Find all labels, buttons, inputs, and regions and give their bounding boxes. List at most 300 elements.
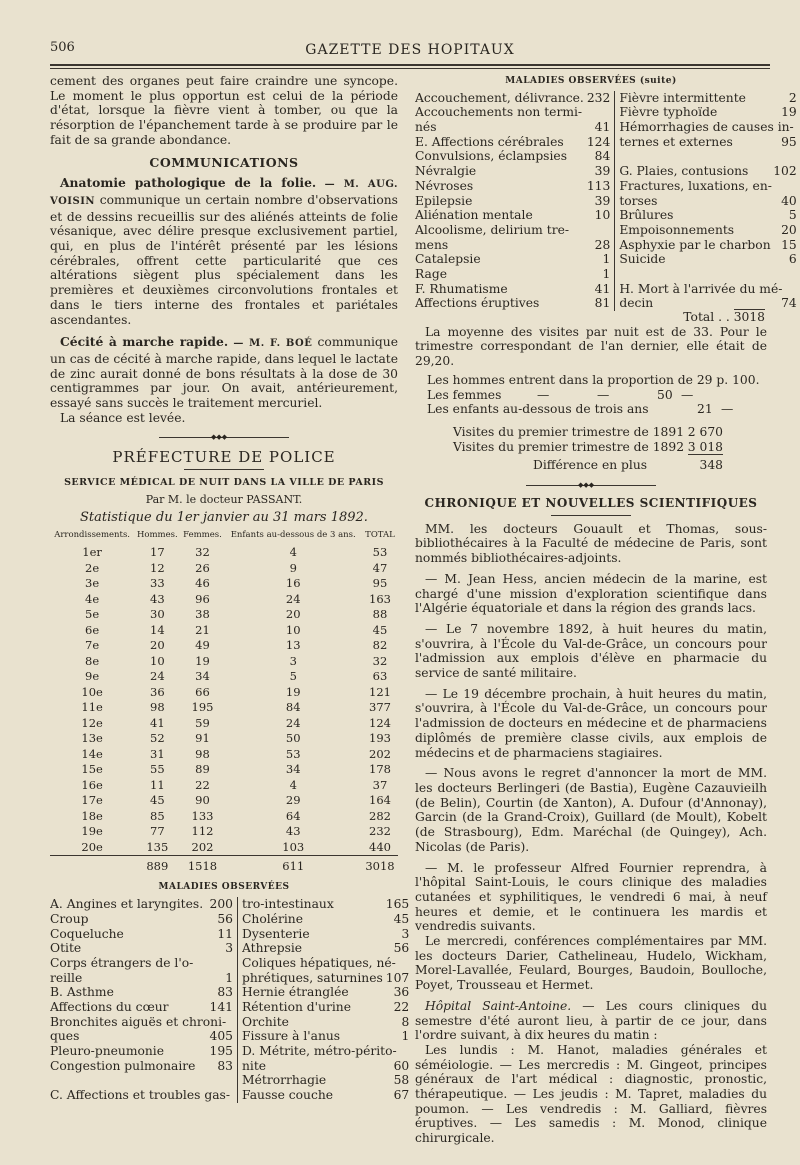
disease-count xyxy=(794,120,797,135)
table-cell: 14e xyxy=(81,746,103,761)
table-cell: 2e xyxy=(85,560,100,575)
table-row xyxy=(50,715,398,731)
table-cell: 112 xyxy=(191,824,214,839)
table-row xyxy=(50,576,398,592)
service-heading: SERVICE MÉDICAL DE NUIT DANS LA VILLE DE PARIS xyxy=(64,477,384,489)
table-cell: 32 xyxy=(372,653,388,668)
table-cell: 7e xyxy=(85,638,100,653)
disease-name: Névralgie xyxy=(415,164,477,179)
table-total-cell: 1518 xyxy=(180,855,224,874)
disease-count xyxy=(607,105,610,120)
disease-count xyxy=(406,956,409,971)
table-total-cell xyxy=(50,855,134,874)
paragraph: — Le 19 décembre prochain, à huit heures du matin, s'ouvrira, à l'École du Val-de-Grâce, un concours pour l'admission de docteurs en médecine et de pharmaciens diplômés de première classe civils, aux emplois de médecins et de pharmaciens stagiaires. xyxy=(415,686,767,760)
table-total-cell: 3018 xyxy=(362,855,398,874)
disease-count xyxy=(230,1015,233,1030)
disease-entry xyxy=(619,238,796,253)
proportion-children xyxy=(427,402,767,417)
disease-entry xyxy=(619,296,796,311)
disease-name: Convulsions, éclampsies xyxy=(415,149,568,164)
disease-count: 56 xyxy=(217,911,234,926)
proportions xyxy=(415,373,767,417)
table-cell: 55 xyxy=(150,762,165,777)
paragraph: — Le 7 novembre 1892, à huit heures du matin, s'ouvrira, à l'École du Val-de-Grâce, un concours pour l'admission aux emplois d'élève en pharmacie du service de santé militaire. xyxy=(415,621,767,681)
disease-entry xyxy=(50,971,233,986)
table-cell: 440 xyxy=(369,839,391,854)
paragraph xyxy=(50,176,398,327)
disease-entry xyxy=(242,1029,409,1044)
disease-name: Cholérine xyxy=(242,911,303,926)
statistics-title: Statistique du 1er janvier au 31 mars 1892. xyxy=(80,509,368,525)
maladies-list xyxy=(50,897,410,1103)
disease-entry xyxy=(619,282,796,297)
disease-name: Névroses xyxy=(415,178,474,193)
table-cell: 19 xyxy=(285,684,301,699)
label: Les enfants au-dessous de trois ans xyxy=(427,402,649,417)
table-cell: 36 xyxy=(150,684,165,699)
disease-name: Alcoolisme, delirium tre- xyxy=(415,222,570,237)
table-cell: 59 xyxy=(195,715,210,730)
disease-name: Fièvre intermittente xyxy=(619,90,746,105)
disease-entry xyxy=(50,1000,233,1015)
table-cell: 20 xyxy=(285,607,301,622)
table-cell: 85 xyxy=(150,808,165,823)
total-line: Total . . 3018 xyxy=(683,310,765,325)
disease-entry xyxy=(415,105,610,120)
disease-count: 40 xyxy=(781,193,797,208)
disease-name: Métrorrhagie xyxy=(242,1073,327,1088)
disease-entry xyxy=(619,208,796,223)
disease-entry xyxy=(415,267,610,282)
table-cell: 10 xyxy=(285,622,301,637)
short-rule xyxy=(551,515,631,516)
disease-name: Rage xyxy=(415,266,448,281)
table-cell: 50 xyxy=(285,731,301,746)
disease-name: Affections du cœur xyxy=(50,1000,169,1014)
disease-entry xyxy=(242,1073,409,1088)
value: 21 xyxy=(697,402,713,417)
disease-name: Accouchements non termi- xyxy=(415,105,583,120)
table-cell: 4e xyxy=(85,591,100,606)
disease-count: 1 xyxy=(602,252,611,267)
table-cell: 135 xyxy=(146,839,169,854)
disease-count: 8 xyxy=(401,1014,410,1029)
paragraph xyxy=(415,999,767,1043)
disease-count: 15 xyxy=(781,237,797,252)
disease-count: 3 xyxy=(401,926,410,941)
table-cell: 43 xyxy=(285,824,301,839)
disease-count: 20 xyxy=(781,222,797,237)
table-cell: 46 xyxy=(195,576,210,591)
visits-1891 xyxy=(453,425,723,440)
table-cell: 103 xyxy=(282,839,305,854)
disease-name: nés xyxy=(415,120,437,135)
table-cell: 24 xyxy=(150,669,165,684)
ditto: — xyxy=(597,387,610,402)
disease-entry xyxy=(619,135,796,150)
disease-name: Fièvre typhoïde xyxy=(619,105,718,120)
disease-name: Hémorrhagies de causes in- xyxy=(619,120,794,135)
maladies-suite-heading: MALADIES OBSERVÉES (suite) xyxy=(505,76,677,86)
disease-count: 81 xyxy=(594,296,611,311)
disease-entry xyxy=(50,985,233,1000)
disease-entry xyxy=(242,971,409,986)
table-cell: 33 xyxy=(150,576,165,591)
table-cell: 49 xyxy=(195,638,210,653)
prefecture-heading: PRÉFECTURE DE POLICE xyxy=(112,448,336,467)
paragraph xyxy=(50,335,398,411)
disease-name: B. Asthme xyxy=(50,985,114,1000)
visits-comparison xyxy=(453,425,723,473)
table-cell: 16 xyxy=(285,576,301,591)
paragraph-text: communique un cas de cécité à marche rapide, dans lequel le lactate de zinc aurait donné de bons résultats à la dose de 30 centigrammes par jour. On avait, antérieurement, essayé sans succès le traitement mercuriel. xyxy=(50,335,398,411)
disease-name: Empoisonnements xyxy=(619,222,735,237)
table-cell: 9 xyxy=(289,560,297,575)
disease-entry xyxy=(619,252,796,267)
paragraph-text: — Les cours cliniques du semestre d'été auront lieu, à partir de ce jour, dans l'ordre suivant, à dix heures du matin : xyxy=(415,998,767,1043)
table-cell: 16e xyxy=(81,777,103,792)
paragraph: — Nous avons le regret d'annoncer la mort de MM. les docteurs Berlingeri (de Bastia), Eugène Cazauvieilh (de Belin), Courtin (de Xanton), A. Dufour (d'Annonay), Garcin (de la Grand-Croix), Guillard (de Moult), Kobelt (de Strasbourg), Edm. Maréchal (de Quingey), Ach. Nicolas (de Paris). xyxy=(415,766,767,854)
right-column xyxy=(415,74,797,1146)
table-cell: 12e xyxy=(81,715,103,730)
disease-count: 28 xyxy=(594,237,611,252)
disease-entry xyxy=(415,91,610,106)
table-row xyxy=(50,545,398,561)
disease-name: torses xyxy=(619,193,658,208)
disease-name: Bronchites aiguës et chroni- xyxy=(50,1014,227,1029)
disease-name: Coliques hépatiques, né- xyxy=(242,955,396,970)
disease-count: 41 xyxy=(594,281,611,296)
table-cell: 96 xyxy=(195,591,210,606)
disease-count: 41 xyxy=(594,120,611,135)
label: Les femmes xyxy=(427,387,502,402)
table-cell: 178 xyxy=(369,762,391,777)
disease-entry xyxy=(50,897,233,912)
disease-count: 83 xyxy=(217,1058,234,1073)
disease-count: 22 xyxy=(393,1000,410,1014)
disease-count xyxy=(607,223,610,238)
table-header-cell: Enfants au-dessous de 3 ans. xyxy=(230,530,356,541)
table-cell: 232 xyxy=(369,824,391,839)
table-cell: 82 xyxy=(372,638,388,653)
table-cell: 18e xyxy=(81,808,103,823)
disease-entry xyxy=(415,179,610,194)
disease-name: nite xyxy=(242,1058,267,1073)
maladies-column xyxy=(50,897,237,1103)
table-cell: 13e xyxy=(81,731,103,746)
table-cell: 63 xyxy=(372,669,388,684)
disease-count: 74 xyxy=(781,296,797,311)
disease-entry xyxy=(50,912,233,927)
disease-count: 195 xyxy=(209,1044,234,1059)
paragraph: — M. le professeur Alfred Fournier reprendra, à l'hôpital Saint-Louis, le cours clinique des maladies cutanées et syphilitiques, le vendredi 6 mai, à neuf heures et demie, et le continuera les mardis et vendredis suivants. xyxy=(415,860,767,934)
disease-entry xyxy=(242,927,409,942)
author: — M. F. BOÉ xyxy=(233,338,313,350)
disease-count: 107 xyxy=(385,970,410,985)
disease-name: A. Angines et laryngites. xyxy=(50,897,204,912)
ditto: — xyxy=(721,402,734,417)
table-cell: 8e xyxy=(85,653,100,668)
disease-count: 39 xyxy=(594,193,611,208)
disease-entry xyxy=(242,897,409,912)
table-row xyxy=(50,622,398,638)
table-row xyxy=(50,793,398,809)
disease-entry xyxy=(50,941,233,956)
ditto: — xyxy=(681,387,694,402)
disease-entry xyxy=(50,1073,233,1088)
table-cell: 10 xyxy=(150,653,165,668)
disease-name: decin xyxy=(619,296,654,311)
disease-entry xyxy=(415,194,610,209)
table-row xyxy=(50,731,398,747)
disease-entry xyxy=(50,1059,233,1074)
disease-count: 19 xyxy=(781,105,797,120)
table-total-cell: 889 xyxy=(134,855,180,874)
table-cell: 22 xyxy=(195,777,210,792)
statistics-table xyxy=(50,527,398,874)
table-cell: 133 xyxy=(191,808,214,823)
disease-entry xyxy=(50,956,233,971)
table-cell: 20 xyxy=(150,638,165,653)
table-cell: 91 xyxy=(195,731,210,746)
disease-name: Orchite xyxy=(242,1014,289,1029)
table-cell: 11e xyxy=(81,700,103,715)
label: Visites du premier trimestre de 1892 xyxy=(453,439,685,454)
disease-count: 11 xyxy=(217,926,234,941)
table-cell: 164 xyxy=(369,793,391,808)
disease-name: F. Rhumatisme xyxy=(415,281,508,296)
table-cell: 52 xyxy=(150,731,165,746)
maladies-column xyxy=(237,897,413,1103)
paragraph: La séance est levée. xyxy=(60,410,186,425)
disease-name: tro-intestinaux xyxy=(242,897,334,912)
table-header-cell: Hommes. xyxy=(136,530,178,541)
table-row xyxy=(50,669,398,685)
disease-count: 405 xyxy=(209,1029,234,1044)
table-cell: 202 xyxy=(191,839,214,854)
disease-name: Congestion pulmonaire xyxy=(50,1058,196,1073)
value: 348 xyxy=(699,458,723,473)
disease-count xyxy=(794,267,797,282)
disease-entry xyxy=(242,1044,409,1059)
journal-title: GAZETTE DES HOPITAUX xyxy=(305,42,515,58)
disease-name: ques xyxy=(50,1029,80,1044)
disease-entry xyxy=(242,912,409,927)
disease-name: Fausse couche xyxy=(242,1088,334,1103)
table-cell: 90 xyxy=(195,793,210,808)
table-cell: 53 xyxy=(285,746,301,761)
subheading: Hôpital Saint-Antoine. xyxy=(425,998,572,1013)
table-cell: 32 xyxy=(195,545,210,560)
disease-name: G. Plaies, contusions xyxy=(619,164,749,179)
table-cell: 45 xyxy=(150,793,165,808)
disease-entry xyxy=(242,1088,409,1103)
disease-entry xyxy=(415,208,610,223)
proportion-women xyxy=(427,388,767,403)
subheading: Anatomie pathologique de la folie. xyxy=(60,175,317,191)
disease-name: Dysenterie xyxy=(242,926,310,941)
left-column xyxy=(50,74,410,1103)
disease-count: 141 xyxy=(209,1000,234,1014)
paragraph: Le mercredi, conférences complémentaires par MM. les docteurs Darier, Cathelineau, Hudelo, Wickham, Morel-Lavallée, Feulard, Bourges, Baudoin, Boulloche, Poyet, Trousseau et Hermet. xyxy=(415,934,767,993)
disease-entry xyxy=(242,941,409,956)
disease-count xyxy=(794,179,797,194)
disease-entry xyxy=(619,120,796,135)
disease-count: 1 xyxy=(225,970,234,985)
disease-name: C. Affections et troubles gas- xyxy=(50,1088,231,1103)
maladies-heading: MALADIES OBSERVÉES xyxy=(158,882,290,893)
disease-entry xyxy=(50,1029,233,1044)
table-row xyxy=(50,684,398,700)
disease-entry xyxy=(415,223,610,238)
table-total-cell: 611 xyxy=(225,855,362,874)
difference xyxy=(453,458,723,473)
disease-name: E. Affections cérébrales xyxy=(415,134,564,149)
table-cell: 29 xyxy=(285,793,301,808)
table-totals-row xyxy=(50,855,398,874)
maladies-list xyxy=(415,90,797,311)
table-cell: 10e xyxy=(81,684,103,699)
disease-count xyxy=(230,956,233,971)
disease-entry xyxy=(619,179,796,194)
disease-count: 124 xyxy=(586,134,611,149)
disease-count: 2 xyxy=(788,90,797,105)
disease-count: 113 xyxy=(586,178,611,193)
disease-count: 56 xyxy=(393,941,410,956)
table-row xyxy=(50,638,398,654)
table-cell: 4 xyxy=(289,545,297,560)
disease-name: Asphyxie par le charbon xyxy=(619,237,771,252)
ditto: — xyxy=(537,387,550,402)
table-cell: 14 xyxy=(150,622,165,637)
disease-entry xyxy=(242,985,409,1000)
table-row xyxy=(50,591,398,607)
table-row xyxy=(50,808,398,824)
disease-entry xyxy=(415,252,610,267)
table-cell: 11 xyxy=(150,777,165,792)
table-cell: 45 xyxy=(372,622,388,637)
disease-count: 165 xyxy=(385,897,410,912)
paragraph-text: communique un certain nombre d'observations et de dessins recueillis sur des aliénés atteints de folie vésanique, avec délire presque exclusivement partiel, qui, en plus de l'intérêt présenté par les lésions cérébrales, offrent cette particularité que ces altérations siègent plus spécialement dans les premières et deuxièmes circonvolutions frontales et dans le tiers interne des frontales et pariétales ascendantes. xyxy=(50,192,398,327)
disease-count: 200 xyxy=(209,897,234,912)
proportion-men: Les hommes entrent dans la proportion de 29 p. 100. xyxy=(427,372,760,387)
table-cell: 17 xyxy=(150,545,165,560)
disease-entry xyxy=(619,194,796,209)
disease-name: Suicide xyxy=(619,252,666,267)
table-cell: 24 xyxy=(285,715,301,730)
disease-name: Catalepsie xyxy=(415,252,481,267)
table-cell: 30 xyxy=(150,607,165,622)
doctor-line: Par M. le docteur PASSANT. xyxy=(145,492,303,506)
table-cell: 282 xyxy=(369,808,391,823)
disease-name: Aliénation mentale xyxy=(415,208,533,223)
table-cell: 15e xyxy=(81,762,103,777)
table-cell: 121 xyxy=(369,684,391,699)
paragraph: cement des organes peut faire craindre une syncope. Le moment le plus opportun est celui de la période d'état, lorsque la fièvre vient à tomber, ou que la résorption de l'épanchement tarde à se produire par le fait de sa grande abondance. xyxy=(50,74,398,147)
table-cell: 19 xyxy=(195,653,210,668)
disease-count: 102 xyxy=(773,164,797,179)
disease-entry xyxy=(619,164,796,179)
disease-name: H. Mort à l'arrivée du mé- xyxy=(619,281,783,296)
author: — M. AUG. VOISIN xyxy=(50,179,398,207)
disease-count: 36 xyxy=(393,985,410,1000)
disease-count: 3 xyxy=(225,941,234,956)
disease-count xyxy=(794,282,797,297)
disease-name: mens xyxy=(415,237,449,252)
table-cell: 9e xyxy=(85,669,100,684)
table-cell: 88 xyxy=(372,607,388,622)
table-cell: 19e xyxy=(81,824,103,839)
disease-name: Corps étrangers de l'o- xyxy=(50,955,194,970)
disease-entry xyxy=(415,282,610,297)
disease-name: Pleuro-pneumonie xyxy=(50,1044,165,1059)
table-cell: 20e xyxy=(81,839,103,854)
table-cell: 5e xyxy=(85,607,100,622)
table-cell: 34 xyxy=(285,762,301,777)
disease-entry xyxy=(415,120,610,135)
table-cell: 3e xyxy=(85,576,100,591)
disease-entry xyxy=(50,1044,233,1059)
disease-entry xyxy=(415,238,610,253)
communications-heading: COMMUNICATIONS xyxy=(149,154,299,170)
disease-name: Athrepsie xyxy=(242,941,303,956)
total-label: Total xyxy=(683,310,715,325)
table-cell: 377 xyxy=(369,700,391,715)
disease-count: 84 xyxy=(594,149,611,164)
table-header-cell: TOTAL xyxy=(365,530,395,541)
chronique-heading: CHRONIQUE ET NOUVELLES SCIENTIFIQUES xyxy=(424,496,758,511)
table-cell: 31 xyxy=(150,746,165,761)
table-cell: 17e xyxy=(81,793,103,808)
table-cell: 24 xyxy=(285,591,301,606)
disease-count: 10 xyxy=(594,208,611,223)
disease-count: 232 xyxy=(586,90,611,105)
table-cell: 84 xyxy=(285,700,301,715)
table-header-cell: Femmes. xyxy=(183,530,222,541)
table-cell: 98 xyxy=(195,746,210,761)
disease-count: 67 xyxy=(393,1088,410,1103)
table-cell: 37 xyxy=(372,777,388,792)
paragraph: La moyenne des visites par nuit est de 33. Pour le trimestre correspondant de l'an dernier, elle était de 29,20. xyxy=(415,324,767,369)
section-separator xyxy=(159,437,289,438)
page-header xyxy=(50,40,770,60)
table-cell: 41 xyxy=(150,715,165,730)
table-row xyxy=(50,700,398,716)
disease-entry xyxy=(619,149,796,164)
table-cell: 124 xyxy=(369,715,391,730)
disease-entry xyxy=(415,164,610,179)
table-cell: 202 xyxy=(369,746,391,761)
disease-entry xyxy=(50,1088,233,1103)
maladies-column xyxy=(415,91,614,311)
table-cell: 21 xyxy=(195,622,210,637)
section-separator xyxy=(526,485,656,486)
disease-count: 58 xyxy=(393,1073,410,1088)
disease-entry xyxy=(619,105,796,120)
value: 2 670 xyxy=(687,424,723,439)
disease-count: 1 xyxy=(602,266,611,281)
disease-name: Croup xyxy=(50,911,89,926)
header-rule xyxy=(50,64,770,69)
disease-name: Affections éruptives xyxy=(415,296,540,311)
table-cell: 26 xyxy=(195,560,210,575)
table-cell: 95 xyxy=(372,576,388,591)
disease-count: 5 xyxy=(788,208,797,223)
paragraph: MM. les docteurs Gouault et Thomas, sous-bibliothécaires à la Faculté de médecine de Paris, sont nommés bibliothécaires-adjoints. xyxy=(415,521,767,566)
disease-count: 1 xyxy=(401,1029,410,1044)
disease-count xyxy=(406,1044,409,1059)
value: 3 018 xyxy=(687,439,723,454)
